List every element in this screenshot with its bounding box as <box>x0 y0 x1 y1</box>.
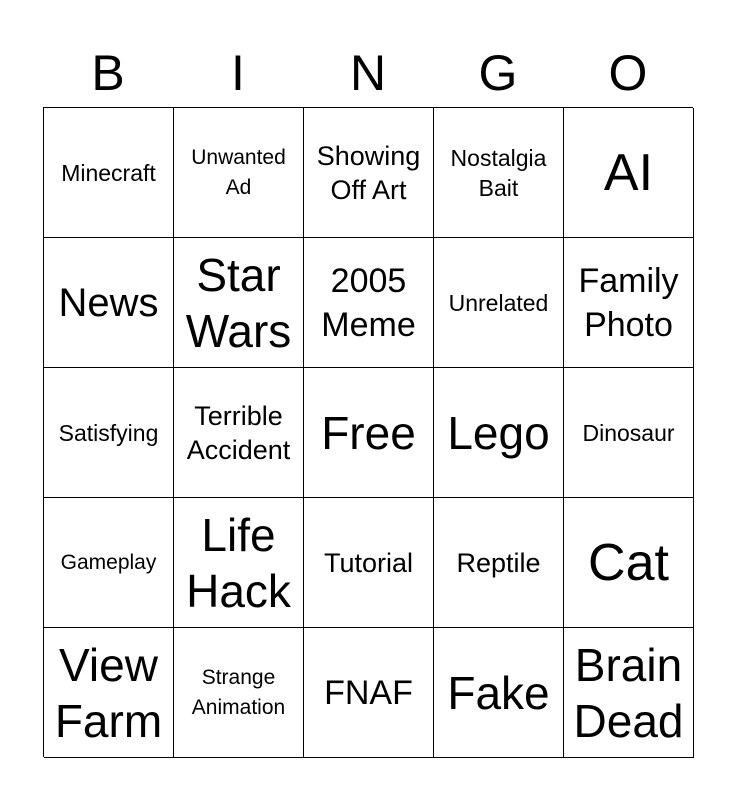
bingo-cell[interactable] <box>174 238 304 368</box>
bingo-header <box>43 40 693 106</box>
cell-text: Free <box>321 406 416 459</box>
bingo-cell[interactable] <box>44 628 174 758</box>
cell-text: Showing Off Art <box>316 140 421 205</box>
cell-text: Star Wars <box>185 248 292 357</box>
cell-text: Satisfying <box>58 419 159 446</box>
bingo-cell[interactable] <box>434 628 564 758</box>
cell-text: Strange Animation <box>191 665 286 719</box>
header-letter-n: N <box>349 45 387 101</box>
bingo-cell[interactable] <box>304 368 434 498</box>
cell-text: Lego <box>447 406 550 459</box>
bingo-cell[interactable] <box>174 628 304 758</box>
bingo-cell[interactable] <box>434 498 564 628</box>
bingo-cell[interactable] <box>434 108 564 238</box>
cell-text: Family Photo <box>578 261 679 344</box>
bingo-cell[interactable] <box>44 238 174 368</box>
cell-text: Minecraft <box>61 159 156 186</box>
bingo-cell[interactable] <box>564 368 694 498</box>
cell-text: News <box>58 280 159 325</box>
bingo-cell[interactable] <box>174 368 304 498</box>
bingo-cell[interactable] <box>304 238 434 368</box>
bingo-cell[interactable] <box>44 368 174 498</box>
bingo-cell[interactable] <box>304 108 434 238</box>
bingo-cell[interactable] <box>434 368 564 498</box>
bingo-board <box>43 107 693 757</box>
cell-text: Reptile <box>456 547 541 578</box>
cell-text: Gameplay <box>60 550 157 574</box>
bingo-cell[interactable] <box>564 498 694 628</box>
cell-text: Nostalgia Bait <box>450 144 547 201</box>
bingo-cell[interactable] <box>434 238 564 368</box>
cell-text: Unwanted Ad <box>191 145 286 199</box>
bingo-cell[interactable] <box>564 628 694 758</box>
cell-text: FNAF <box>324 673 413 712</box>
bingo-cell[interactable] <box>304 628 434 758</box>
bingo-cell[interactable] <box>304 498 434 628</box>
cell-text: AI <box>603 143 654 202</box>
header-letter-g: G <box>478 45 518 101</box>
cell-text: Dinosaur <box>582 419 675 446</box>
header-letter-b: B <box>91 45 125 101</box>
bingo-cell[interactable] <box>564 238 694 368</box>
cell-text: Tutorial <box>323 547 414 578</box>
bingo-cell[interactable] <box>564 108 694 238</box>
cell-text: Fake <box>447 666 550 719</box>
bingo-cell[interactable] <box>174 498 304 628</box>
cell-text: Cat <box>588 533 669 592</box>
cell-text: Brain Dead <box>573 638 684 747</box>
bingo-cell[interactable] <box>174 108 304 238</box>
cell-text: Unrelated <box>448 289 549 316</box>
cell-text: Terrible Accident <box>186 400 291 465</box>
bingo-cell[interactable] <box>44 108 174 238</box>
header-letter-o: O <box>608 45 648 101</box>
cell-text: Life Hack <box>186 508 291 617</box>
bingo-cell[interactable] <box>44 498 174 628</box>
cell-text: 2005 Meme <box>321 261 416 344</box>
header-letter-i: I <box>231 45 245 101</box>
cell-text: View Farm <box>54 638 163 747</box>
